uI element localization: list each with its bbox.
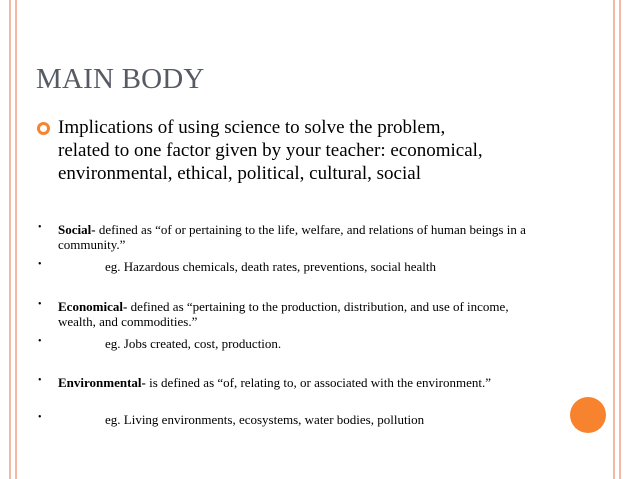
dot-bullet-icon: • [38, 336, 42, 347]
example-text: eg. Jobs created, cost, production. [105, 336, 282, 351]
ring-bullet-icon [37, 122, 50, 135]
dot-bullet-icon: • [38, 259, 42, 270]
left-border-line [9, 0, 11, 479]
right-border-line [619, 0, 621, 479]
dot-bullet-icon: • [38, 412, 42, 423]
dot-bullet-icon: • [38, 222, 42, 233]
definition-text: defined as “pertaining to the production, distribution, and use of income, wealth, and commodities.” [58, 299, 509, 329]
slide-title: MAIN BODY [36, 63, 205, 95]
decorative-circle [570, 397, 606, 433]
right-border-line [613, 0, 615, 479]
definition-item-economical [58, 299, 538, 329]
definition-item-environmental [58, 375, 538, 390]
definition-item-social [58, 222, 538, 252]
main-point-text: Implications of using science to solve the problem, related to one factor given by your teacher: economical, environmental, ethical, political, cultural, social [58, 117, 483, 184]
definition-text: defined as “of or pertaining to the life, welfare, and relations of human beings in a community.” [58, 222, 526, 252]
definition-text: is defined as “of, relating to, or associated with the environment.” [145, 375, 492, 390]
term-label: Economical- [58, 299, 128, 314]
term-label: Environmental- [58, 375, 146, 390]
example-text: eg. Living environments, ecosystems, water bodies, pollution [105, 412, 425, 427]
dot-bullet-icon: • [38, 299, 42, 310]
left-border-line [15, 0, 17, 479]
dot-bullet-icon: • [38, 375, 42, 386]
term-label: Social- [58, 222, 96, 237]
example-text: eg. Hazardous chemicals, death rates, preventions, social health [105, 259, 437, 274]
